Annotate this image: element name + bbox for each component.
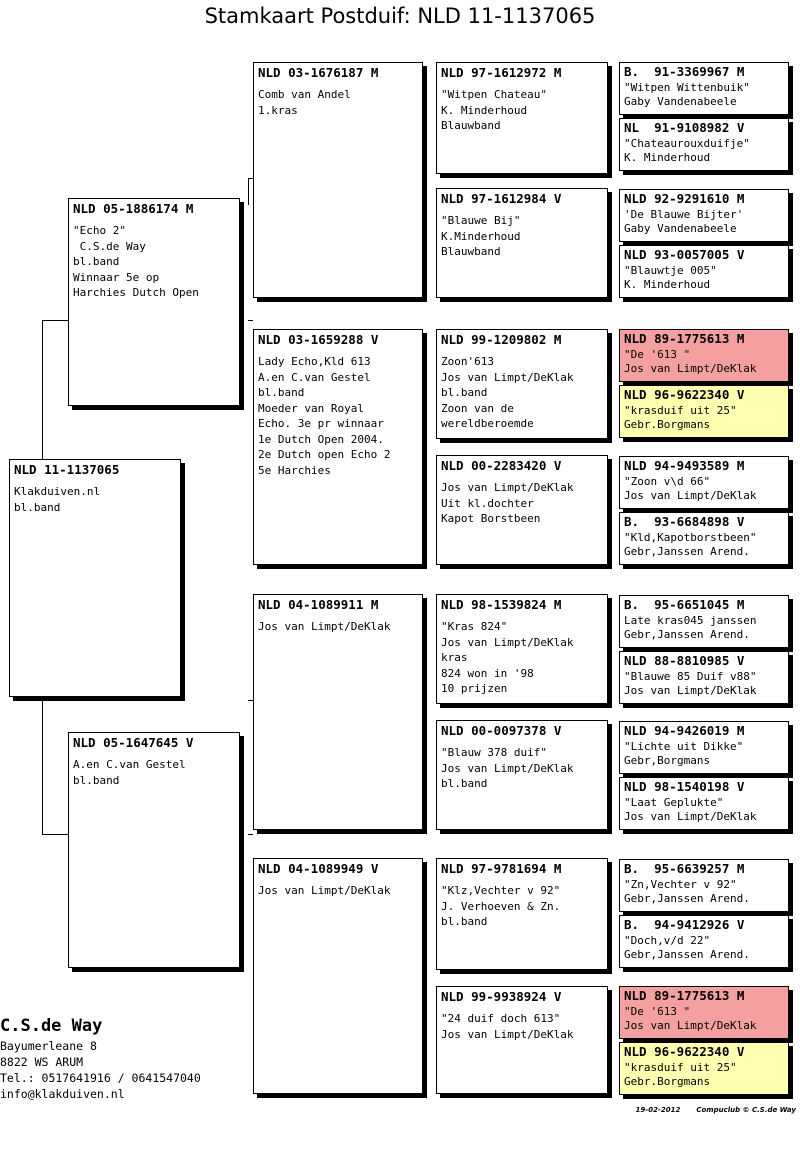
card-line: K. Minderhoud	[441, 103, 528, 117]
card-line: Gebr,Janssen Arend.	[624, 628, 750, 641]
pigeon-card-gen4	[619, 859, 789, 912]
card-line: C.S.de Way	[73, 239, 146, 253]
card-line: A.en C.van Gestel	[73, 758, 186, 771]
card-line: "Laat Geplukte"	[624, 796, 724, 809]
card-line: kras	[441, 651, 468, 664]
card-line: "Witpen Wittenbuik"	[624, 81, 750, 94]
footer-date: 19-02-2012	[635, 1106, 681, 1114]
ring-number: B. 91-3369967 M	[624, 64, 745, 79]
connector-line	[248, 834, 253, 835]
card-line: "De '613 "	[624, 348, 691, 361]
card-line: "Zn,Vechter v 92"	[624, 878, 737, 891]
card-line: Zoon van de	[441, 401, 514, 415]
card-line: "Doch,v/d 22"	[624, 934, 711, 947]
card-line: "Kld,Kapotborstbeen"	[624, 531, 757, 544]
card-line: "24 duif doch 613"	[441, 1012, 561, 1025]
card-line: Gebr,Janssen Arend.	[624, 545, 750, 558]
card-line: bl.band	[441, 386, 488, 399]
pigeon-card-gen4	[619, 777, 789, 830]
card-line: bl.band	[258, 386, 305, 399]
card-line: Echo. 3e pr winnaar	[258, 417, 384, 430]
card-line: 'De Blauwe Bijter'	[624, 208, 744, 221]
connector-line	[42, 834, 68, 835]
card-line: bl.band	[14, 500, 61, 514]
card-line: "Zoon v\d 66"	[624, 475, 711, 488]
card-line: 10 prijzen	[441, 682, 508, 695]
ring-number: NLD 04-1089949 V	[258, 861, 379, 876]
connector-line	[248, 320, 253, 321]
card-line: Gaby Vandenabeele	[624, 222, 737, 235]
breeder-postcode: 8822 WS ARUM	[0, 1055, 84, 1069]
ring-number: NLD 94-9493589 M	[624, 458, 745, 473]
card-line: 5e Harchies	[258, 463, 331, 477]
pigeon-card-gen4	[619, 915, 789, 968]
pigeon-card-gen4-highlighted	[619, 385, 789, 438]
ring-number: B. 95-6639257 M	[624, 861, 745, 876]
card-line: A.en C.van Gestel	[258, 370, 371, 384]
card-line: bl.band	[441, 915, 488, 928]
page-title: Stamkaart Postduif: NLD 11-1137065	[204, 4, 596, 28]
card-line: K. Minderhoud	[624, 151, 711, 164]
ring-number: NLD 00-0097378 V	[441, 723, 562, 738]
card-line: Jos van Limpt/DeKlak	[441, 761, 574, 775]
card-line: Jos van Limpt/DeKlak	[441, 1027, 574, 1041]
card-line: Jos van Limpt/DeKlak	[624, 1019, 757, 1032]
card-line: Gebr,Janssen Arend.	[624, 948, 750, 961]
card-line: Jos van Limpt/DeKlak	[441, 635, 574, 649]
ring-number: NLD 99-1209802 M	[441, 332, 562, 347]
connector-line	[248, 178, 249, 205]
ring-number: NLD 05-1886174 M	[73, 201, 194, 216]
card-line: "Blauwe Bij"	[441, 214, 521, 227]
pigeon-card-gen4	[619, 595, 789, 648]
footer	[620, 1106, 796, 1114]
ring-number: B. 93-6684898 V	[624, 514, 745, 529]
pigeon-card-gen3	[436, 986, 608, 1094]
card-line: "Kras 824"	[441, 620, 508, 633]
ring-number: B. 95-6651045 M	[624, 597, 745, 612]
card-line: Gebr,Borgmans	[624, 754, 711, 767]
pigeon-card-dam	[68, 732, 240, 968]
ring-number: NLD 92-9291610 M	[624, 191, 745, 206]
card-line: "De '613 "	[624, 1005, 691, 1018]
card-line: Winnaar 5e op	[73, 270, 160, 284]
card-line: 2e Dutch open Echo 2	[258, 448, 391, 461]
card-line: Harchies Dutch Open	[73, 286, 199, 299]
breeder-name: C.S.de Way	[0, 1016, 103, 1036]
card-line: Klakduiven.nl	[14, 485, 101, 498]
card-line: "Echo 2"	[73, 224, 126, 237]
ring-number: B. 94-9412926 V	[624, 917, 745, 932]
ring-number: NLD 99-9938924 V	[441, 989, 562, 1004]
card-line: Jos van Limpt/DeKlak	[441, 370, 574, 384]
ring-number: NLD 00-2283420 V	[441, 458, 562, 473]
card-line: wereldberoemde	[441, 417, 534, 430]
connector-line	[42, 700, 43, 834]
card-line: Gaby Vandenabeele	[624, 95, 737, 108]
card-line: Gebr,Janssen Arend.	[624, 892, 750, 905]
breeder-phone: Tel.: 0517641916 / 0641547040	[0, 1071, 201, 1085]
ring-number: NLD 89-1775613 M	[624, 331, 745, 346]
pigeon-card-gen3	[436, 188, 608, 298]
footer-credit: Compuclub © C.S.de Way	[696, 1106, 796, 1114]
card-line: Blauwband	[441, 245, 501, 258]
ring-number: NLD 11-1137065	[14, 462, 120, 477]
card-line: Jos van Limpt/DeKlak	[624, 489, 757, 502]
connector-line	[42, 320, 43, 462]
card-line: Jos van Limpt/DeKlak	[624, 362, 757, 375]
pigeon-card-gen4-highlighted	[619, 329, 789, 382]
card-line: Jos van Limpt/DeKlak	[258, 620, 391, 633]
card-line: 824 won in '98	[441, 666, 534, 680]
card-line: 1.kras	[258, 103, 298, 117]
card-line: Gebr.Borgmans	[624, 1075, 711, 1088]
pigeon-card-gen4	[619, 512, 789, 565]
pigeon-card-grandsire-2	[253, 594, 423, 830]
card-line: Jos van Limpt/DeKlak	[258, 884, 391, 897]
card-line: "Lichte uit Dikke"	[624, 740, 744, 753]
ring-number: NLD 93-0057005 V	[624, 247, 745, 262]
card-line: Moeder van Royal	[258, 401, 364, 415]
card-line: Gebr.Borgmans	[624, 418, 711, 431]
card-line: bl.band	[73, 773, 120, 787]
ring-number: NLD 05-1647645 V	[73, 735, 194, 750]
card-line: "Blauwe 85 Duif v88"	[624, 670, 757, 683]
pigeon-card-sire	[68, 198, 240, 406]
pigeon-card-granddam-2	[253, 858, 423, 1094]
pigeon-card-gen3	[436, 858, 608, 970]
pigeon-card-gen4	[619, 118, 789, 171]
ring-number: NLD 97-1612984 V	[441, 191, 562, 206]
pigeon-card-subject	[9, 459, 181, 697]
pigeon-card-gen4	[619, 456, 789, 509]
pigeon-card-gen4	[619, 651, 789, 704]
card-line: K. Minderhoud	[624, 278, 711, 291]
ring-number: NLD 98-1540198 V	[624, 779, 745, 794]
pigeon-card-gen4	[619, 245, 789, 298]
card-line: "Klz,Vechter v 92"	[441, 884, 561, 897]
card-line: bl.band	[441, 777, 488, 790]
pigeon-card-gen4	[619, 62, 789, 115]
pigeon-card-granddam-1	[253, 329, 423, 565]
card-line: Jos van Limpt/DeKlak	[624, 810, 757, 823]
ring-number: NLD 88-8810985 V	[624, 653, 745, 668]
breeder-email: info@klakduiven.nl	[0, 1087, 125, 1101]
pigeon-card-gen3	[436, 720, 608, 830]
pigeon-card-gen4-highlighted	[619, 986, 789, 1039]
card-line: Zoon'613	[441, 355, 494, 368]
pigeon-card-grandsire-1	[253, 62, 423, 298]
card-line: Lady Echo,Kld 613	[258, 355, 371, 368]
breeder-info	[0, 1016, 201, 1102]
card-line: Kapot Borstbeen	[441, 512, 541, 525]
card-line: "krasduif uit 25"	[624, 1061, 737, 1074]
ring-number: NLD 96-9622340 V	[624, 387, 745, 402]
pigeon-card-gen3	[436, 455, 608, 565]
card-line: "krasduif uit 25"	[624, 404, 737, 417]
ring-number: NLD 04-1089911 M	[258, 597, 379, 612]
card-line: "Chateaurouxduifje"	[624, 137, 750, 150]
pigeon-card-gen3	[436, 329, 608, 439]
card-line: Blauwband	[441, 119, 501, 132]
ring-number: NLD 98-1539824 M	[441, 597, 562, 612]
ring-number: NLD 97-9781694 M	[441, 861, 562, 876]
card-line: Comb van Andel	[258, 88, 351, 101]
card-line: "Blauw 378 duif"	[441, 746, 547, 759]
pigeon-card-gen3	[436, 62, 608, 174]
pigeon-card-gen3	[436, 594, 608, 704]
ring-number: NLD 89-1775613 M	[624, 988, 745, 1003]
connector-line	[42, 320, 68, 321]
breeder-address: Bayumerleane 8	[0, 1039, 97, 1053]
card-line: J. Verhoeven & Zn.	[441, 899, 561, 913]
ring-number: NLD 96-9622340 V	[624, 1044, 745, 1059]
card-line: "Witpen Chateau"	[441, 88, 547, 101]
card-line: Late kras045 janssen	[624, 614, 757, 627]
card-line: bl.band	[73, 255, 120, 268]
ring-number: NLD 94-9426019 M	[624, 723, 745, 738]
card-line: "Blauwtje 005"	[624, 264, 717, 277]
card-line: K.Minderhoud	[441, 229, 521, 243]
ring-number: NL 91-9108982 V	[624, 120, 745, 135]
pigeon-card-gen4-highlighted	[619, 1042, 789, 1095]
ring-number: NLD 03-1659288 V	[258, 332, 379, 347]
card-line: Uit kl.dochter	[441, 496, 534, 510]
card-line: Jos van Limpt/DeKlak	[441, 481, 574, 494]
ring-number: NLD 03-1676187 M	[258, 65, 379, 80]
pigeon-card-gen4	[619, 721, 789, 774]
ring-number: NLD 97-1612972 M	[441, 65, 562, 80]
card-line: 1e Dutch Open 2004.	[258, 432, 384, 446]
card-line: Jos van Limpt/DeKlak	[624, 684, 757, 697]
pigeon-card-gen4	[619, 189, 789, 242]
